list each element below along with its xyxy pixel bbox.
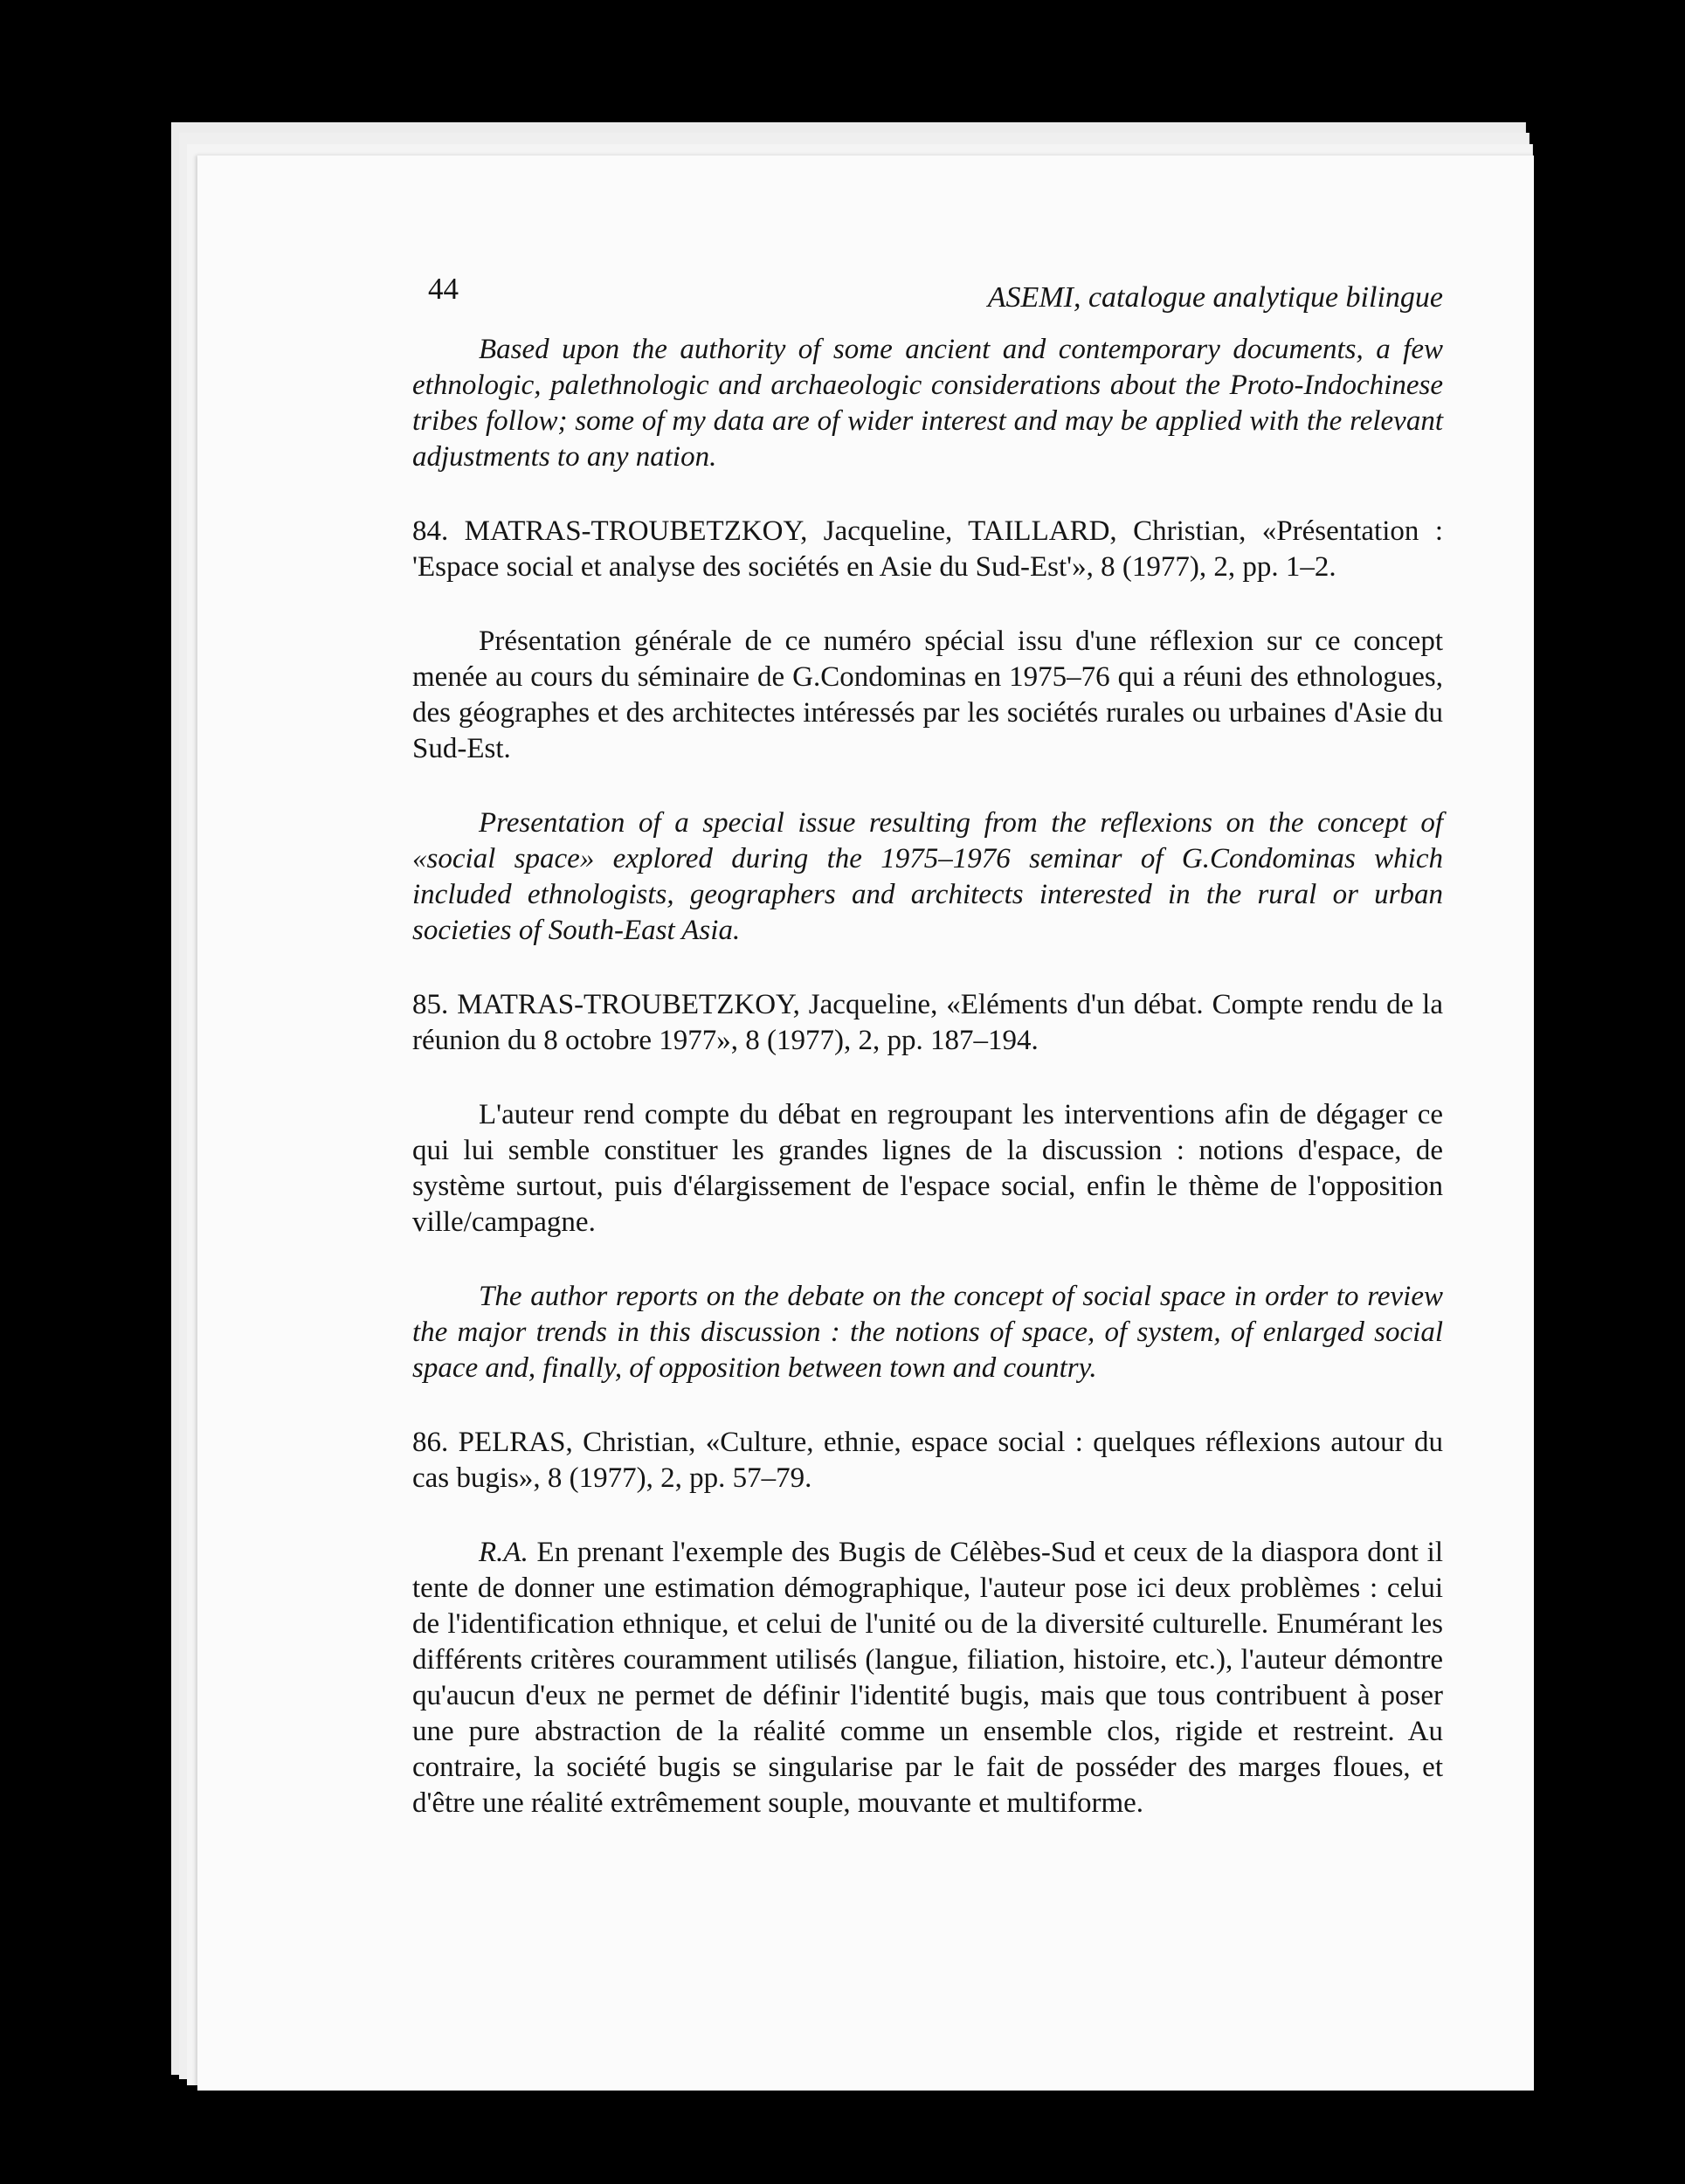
- entry-85-abstract-en: The author reports on the debate on the concept of social space in order to review the major trends in this discussion : the notions of space, of system, of enlarged social space and, finally, of opposition between town and country.: [412, 1281, 1443, 1384]
- entry-85-citation: 85. MATRAS-TROUBETZKOY, Jacqueline, «Eléments d'un débat. Compte rendu de la réunion du 8 octobre 1977», 8 (1977), 2, pp. 187–194.: [412, 989, 1443, 1056]
- entry-84-abstract-en: Presentation of a special issue resulting from the reflexions on the concept of «social space» explored during the 1975–1976 seminar of G.Condominas which included ethnologists, geographers and architects interested in the rural or urban societies of South-East Asia.: [412, 807, 1443, 946]
- running-head: ASEMI, catalogue analytique bilingue: [987, 281, 1443, 314]
- entry-86-abstract-fr: [412, 1535, 1443, 1821]
- page-header: [412, 271, 1443, 320]
- intro-abstract-en: Based upon the authority of some ancient and contemporary documents, a few ethnologic, palethnologic and archaeologic considerations about the Proto-Indochinese tribes follow; some of my data are of wider interest and may be applied with the relevant adjustments to any nation.: [412, 334, 1443, 473]
- entry-86-citation: 86. PELRAS, Christian, «Culture, ethnie, espace social : quelques réflexions autour du cas bugis», 8 (1977), 2, pp. 57–79.: [412, 1427, 1443, 1494]
- entry-85-abstract-fr: L'auteur rend compte du débat en regroupant les interventions afin de dégager ce qui lui semble constituer les grandes lignes de la discussion : notions d'espace, de système surtout, puis d'élargissement de l'espace social, enfin le thème de l'opposition ville/campagne.: [412, 1099, 1443, 1238]
- entry-86-abstract-text: En prenant l'exemple des Bugis de Célèbes-Sud et ceux de la diaspora dont il tente de donner une estimation démographique, l'auteur pose ici deux problèmes : celui de l'identification ethnique, et celui de l'unité ou de la diversité culturelle. Enumérant les différents critères couramment utilisés (langue, filiation, histoire, etc.), l'auteur démontre qu'aucun d'eux ne permet de définir l'identité bugis, mais que tous contribuent à poser une pure abstraction de la réalité comme un ensemble clos, rigide et restreint. Au contraire, la société bugis se singularise par le fait de posséder des marges floues, et d'être une réalité extrêmement souple, mouvante et multiforme.: [412, 1537, 1443, 1819]
- abstract-label: R.A.: [479, 1537, 528, 1568]
- entry-84-citation: 84. MATRAS-TROUBETZKOY, Jacqueline, TAILLARD, Christian, «Présentation : 'Espace social et analyse des sociétés en Asie du Sud-Est'», 8 (1977), 2, pp. 1–2.: [412, 515, 1443, 583]
- page-number: 44: [428, 272, 459, 306]
- page-content: [412, 271, 1443, 1821]
- entry-84-abstract-fr: Présentation générale de ce numéro spécial issu d'une réflexion sur ce concept menée au cours du séminaire de G.Condominas en 1975–76 qui a réuni des ethnologues, des géographes et des architectes intéressés par les sociétés rurales ou urbaines d'Asie du Sud-Est.: [412, 625, 1443, 764]
